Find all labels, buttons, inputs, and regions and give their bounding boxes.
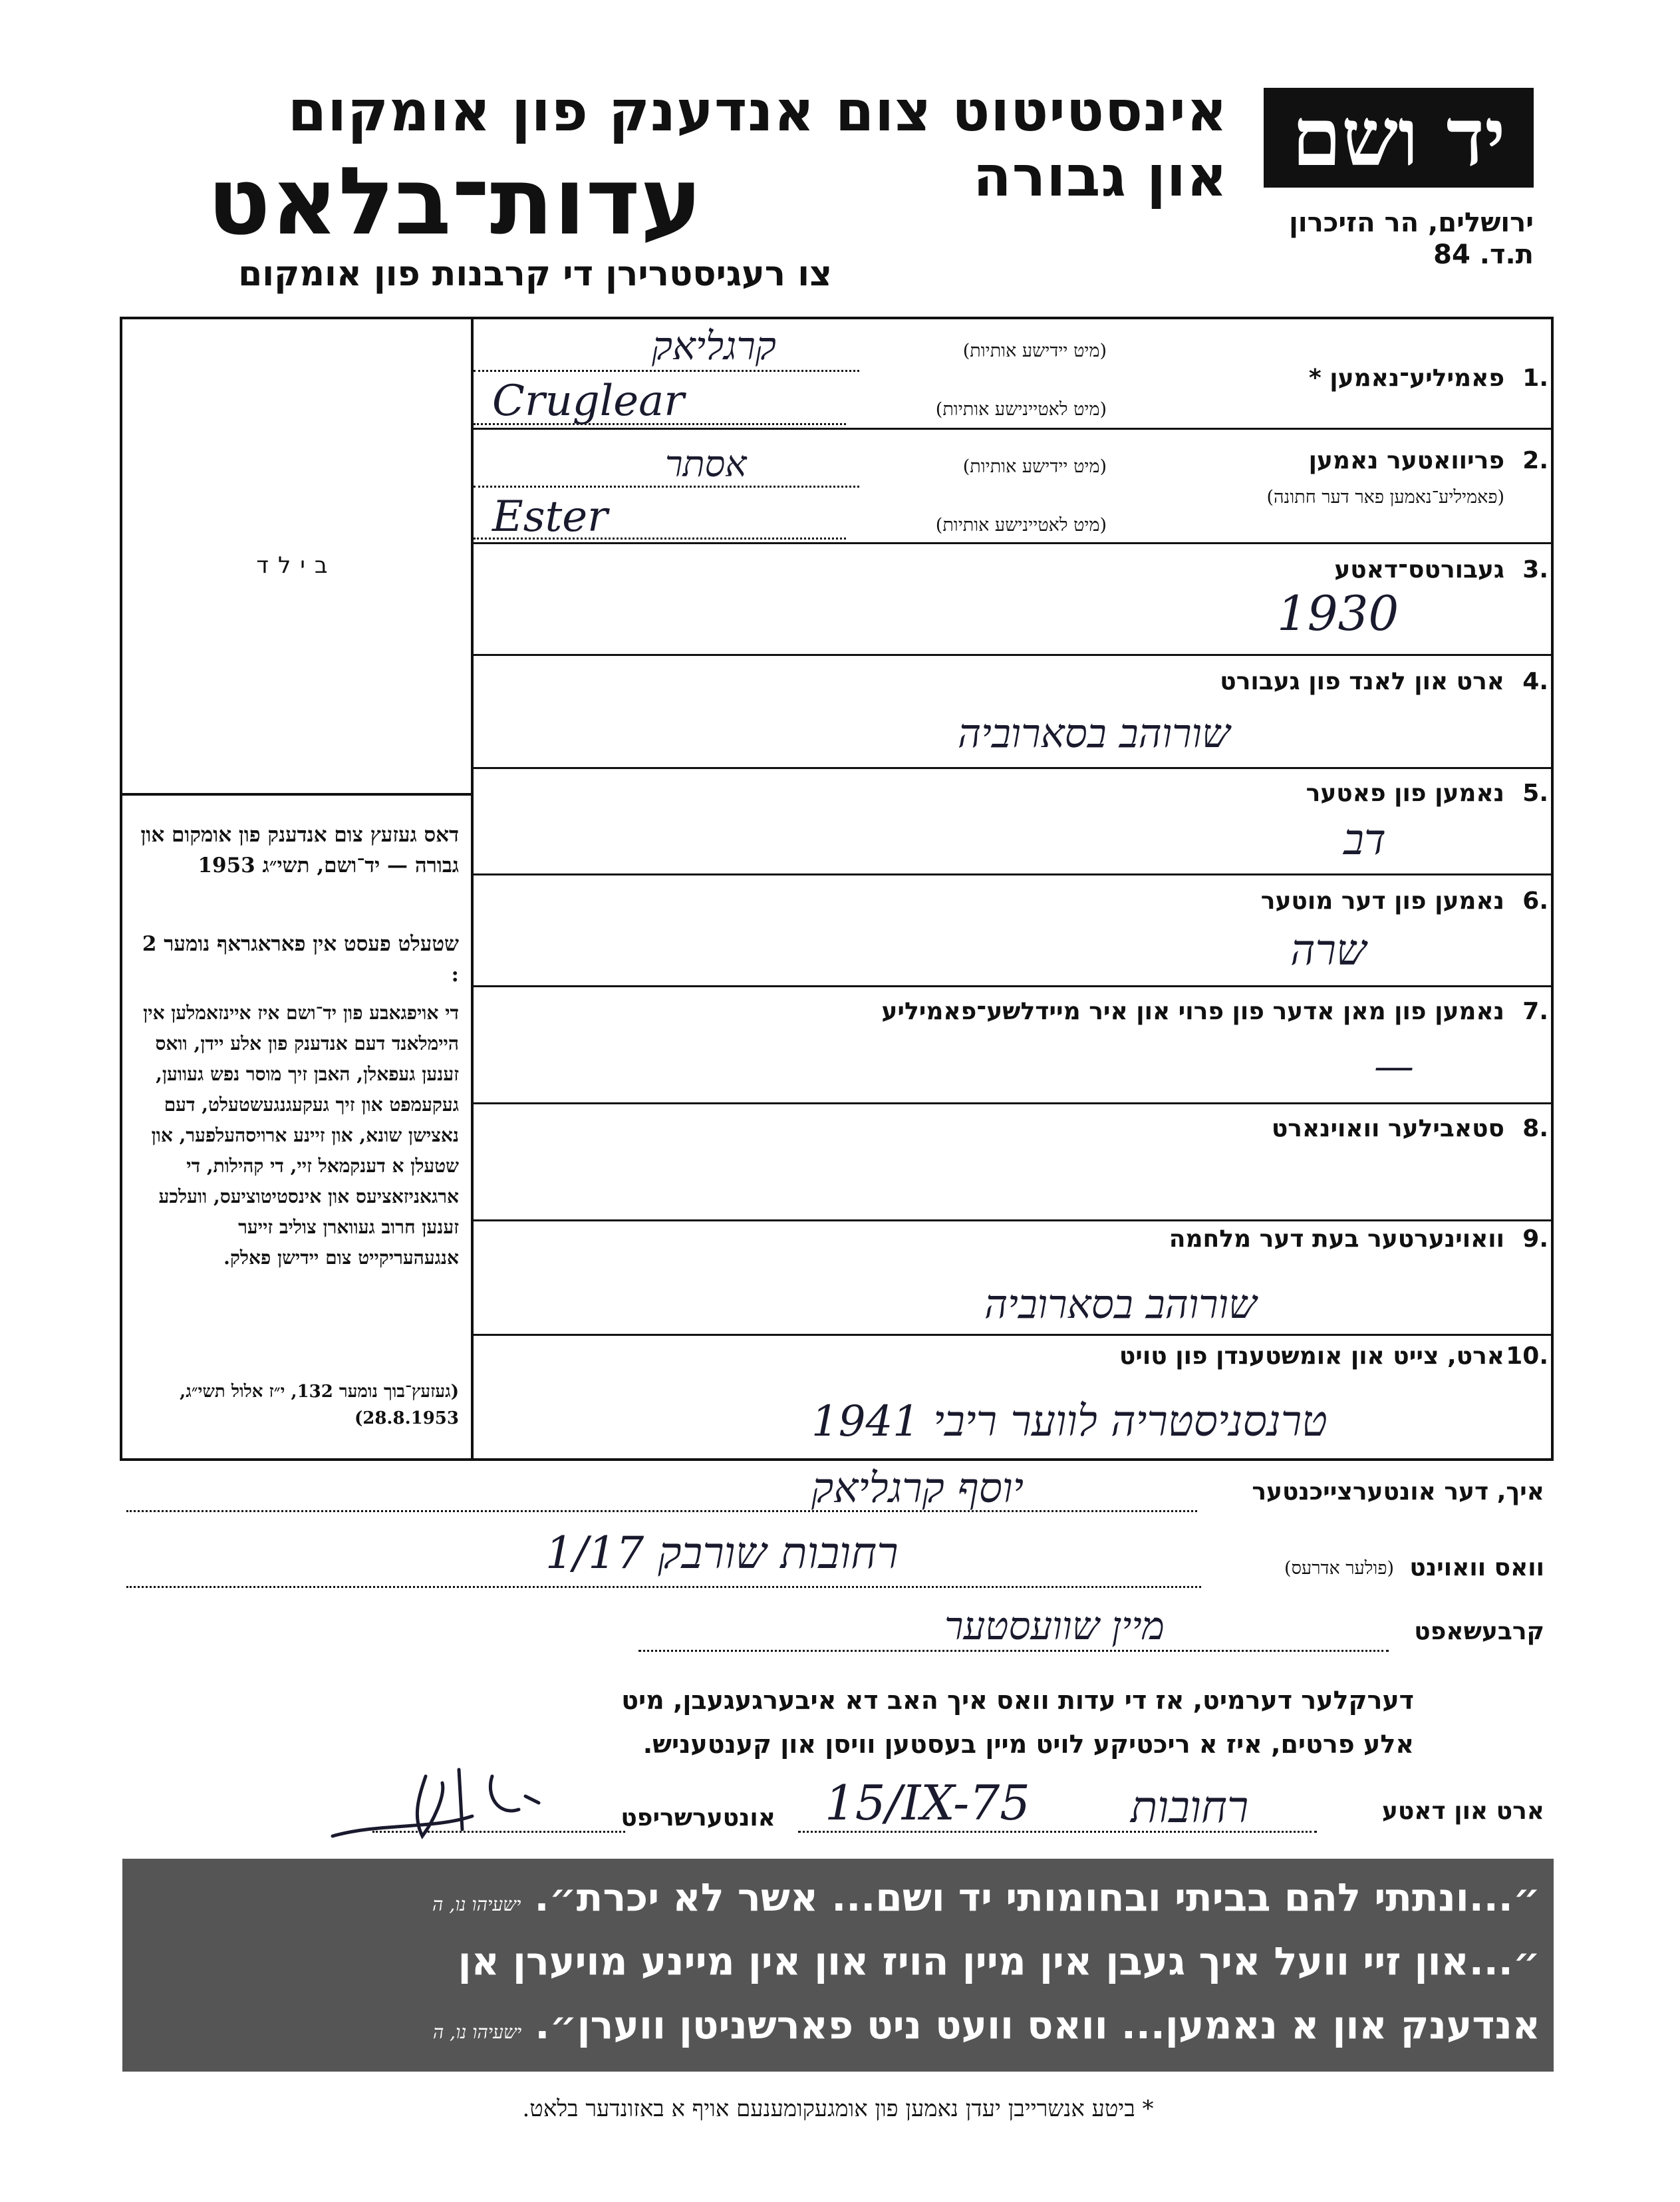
field-4-label: ארט און לאנד פון געבורט (1220, 668, 1504, 695)
field-2-yiddish-value: אסתר (665, 443, 747, 485)
declarant-relation-value: מיין שוועסטער (944, 1603, 1165, 1649)
declaration-line-2: אלע פרטים, איז א ריכטיקע לויט מיין בעסטען וויסן און קענטעניש. (642, 1730, 1414, 1759)
field-8-number: 8. (1522, 1115, 1548, 1142)
field-7-number: 7. (1522, 998, 1548, 1025)
declarant-address-value: רחובות שורבק 1/17 (545, 1527, 899, 1579)
place-value: רחובות (1131, 1782, 1249, 1833)
declarant-name-label: איך, דער אונטערצייכנטער (1252, 1478, 1544, 1505)
field-6-number: 6. (1522, 887, 1548, 915)
law-paragraph-2: שטעלט פעסט אין פאראגראף נומער 2 : (142, 932, 459, 987)
field-9-label: וואוינערטער בעת דער מלחמה (1169, 1225, 1504, 1253)
field-5-number: 5. (1522, 780, 1548, 807)
photo-label: בילד (256, 552, 337, 579)
place-date-label: ארט און דאטע (1381, 1798, 1544, 1825)
field-5-value: דב (1343, 816, 1386, 865)
banner-line-3: אנדענק און א נאמען... וואס וועט ניט פארשניטן ווערן״. (535, 2002, 1540, 2048)
field-2-yiddish-hint: (מיט יידישע אותיות) (962, 456, 1107, 477)
banner-quote-hebrew (144, 1875, 1540, 1920)
field-7-label: נאמען פון מאן אדער פון פרוי און איר מיידלשע־פאמיליע (881, 998, 1504, 1025)
field-2-label: פריוואטער נאמען (1308, 447, 1504, 474)
field-1-label: פאמיליע־נאמען * (1308, 365, 1504, 392)
declarant-relation-line (638, 1650, 1389, 1652)
field-1-yiddish-hint: (מיט יידישע אותיות) (962, 341, 1107, 361)
logo-address-line: ירושלים, הר הזיכרון (1289, 208, 1534, 238)
field-4-number: 4. (1522, 668, 1548, 695)
banner-line-2: ״...און זיי וועל איך געבן אין מיין הויז און אין מיינע מויערן אן (458, 1939, 1540, 1984)
field-9-value: שורוהב בסארוביה (984, 1281, 1257, 1328)
banner-line-3-source: ישעיהו נו, ה (432, 2021, 522, 2043)
field-10-number: 10. (1506, 1342, 1548, 1370)
declarant-name-value: יוסף קרגליאק (811, 1464, 1024, 1512)
field-10-value: טרנסניסטריה לווער ריבי 1941 (811, 1397, 1328, 1446)
declarant-address-line (126, 1586, 1201, 1588)
field-4-value: שורוהב בסארוביה (958, 710, 1230, 757)
field-1-number: 1. (1522, 365, 1548, 392)
banner-line-1: ״...ונתתי להם בביתי ובחומותי יד ושם... אשר לא יכרת״. (534, 1875, 1540, 1920)
declarant-name-line (126, 1510, 1197, 1512)
institute-title: אינסטיטוט צום אנדענק פון אומקום און גבורה (287, 79, 1228, 209)
field-10-label: ארט, צייט און אומשטענדן פון טויט (1119, 1342, 1504, 1370)
banner-quote-yiddish (144, 2002, 1540, 2048)
declarant-address-hint: (פולער אדרעס) (1284, 1558, 1394, 1579)
field-1-yiddish-value: קרגליאק (652, 323, 776, 369)
date-value: 15/IX-75 (825, 1775, 1030, 1831)
field-1-yiddish-line (474, 370, 859, 372)
declarant-address-label: וואס וואוינט (1409, 1554, 1544, 1581)
quote-banner (122, 1859, 1554, 2072)
field-2-yiddish-line (474, 486, 859, 488)
field-1-latin-hint: (מיט לאטיינישע אותיות) (935, 399, 1107, 420)
declaration-line-1: דערקלער דערמיט, אז די עדות וואס איך האב דא איבערגעגעבן, מיט (621, 1686, 1414, 1715)
footnote: * ביטע אנשרייבן יעדן נאמען פון אומגעקומענעם אויף א באזונדער בלאט. (522, 2096, 1154, 2122)
banner-line-1-source: ישעיהו נו, ה (432, 1893, 521, 1915)
field-3-value: 1930 (1277, 585, 1399, 641)
document-title: עדות־בלאט (207, 148, 702, 256)
document-subtitle: צו רעגיסטרירן די קרבנות פון אומקום (238, 254, 832, 294)
field-2-sub-hint: (פאמיליע־נאמען פאר דער חתונה) (1266, 487, 1504, 508)
declarant-relation-label: קרבעשאפט (1414, 1618, 1544, 1645)
field-6-value: שרה (1290, 926, 1367, 975)
field-5-label: נאמען פון פאטער (1306, 780, 1504, 807)
law-paragraph-3: די אויפגאבע פון יד־ושם איז איינזאמלען אין היימלאנד דעם אנדענק פון אלע יידן, וואס זענען געפאלן, האבן זיך מוסר נפש געווען, געקעמפט און זיך געקעגנגעשטעלט, דעם נאצישן שונא, און זיינע ארויסהעלפער, און שטעלן א דענקמאל זיי, די קהילות, די ארגאניזאציעס און אינסטיטוציעס, וועלכע זענען חרוב געווארן צוליב זייער אנגעהעריקייט צום יידישן פאלק. (143, 1002, 459, 1269)
field-2-number: 2. (1522, 447, 1548, 474)
field-7-value: — (1374, 1043, 1414, 1090)
field-9-number: 9. (1522, 1225, 1548, 1253)
logo-po-box: ת.ד. 84 (1433, 239, 1534, 270)
field-3-number: 3. (1522, 556, 1548, 583)
field-8-label: סטאבילער וואוינארט (1271, 1115, 1504, 1142)
yad-vashem-logo: יד ושם (1264, 88, 1534, 188)
field-1-latin-value: Cruglear (492, 377, 684, 426)
law-citation: (געזעץ־בוך נומער 132, י״ז אלול תשי״ג, 28.8.1953) (180, 1382, 459, 1428)
signature-label: אונטערשריפט (621, 1804, 775, 1831)
law-paragraph-1: דאס געזעץ צום אנדענק פון אומקום און גבורה — יד־ושם, תשי״ג 1953 (140, 823, 459, 877)
field-2-latin-value: Ester (492, 492, 608, 542)
field-6-label: נאמען פון דער מוטער (1260, 887, 1504, 915)
handwritten-signature (326, 1756, 552, 1856)
field-3-label: געבורטס־דאטע (1334, 556, 1504, 583)
field-2-latin-hint: (מיט לאטיינישע אותיות) (935, 515, 1107, 536)
